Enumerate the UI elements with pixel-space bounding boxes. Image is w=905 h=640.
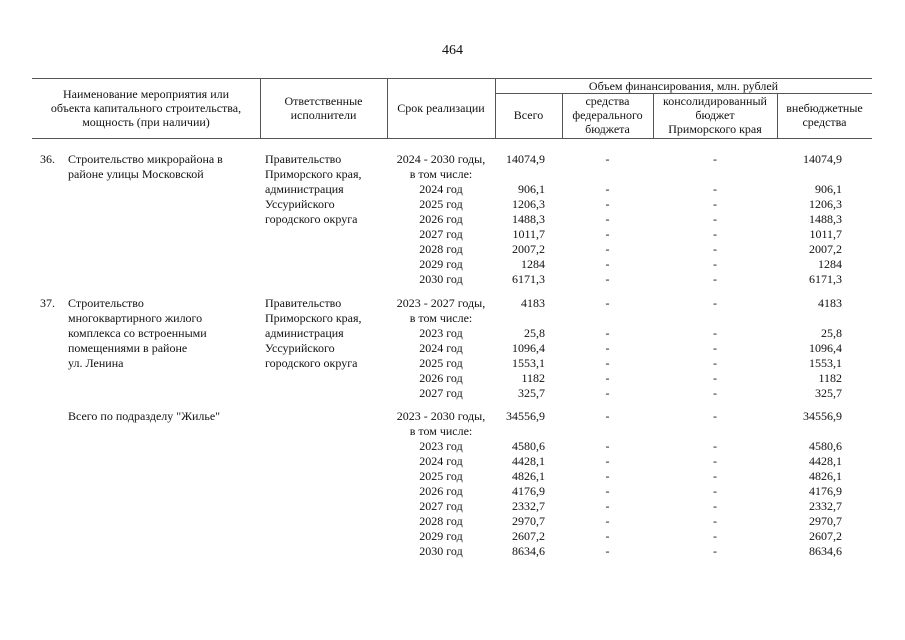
cell-consolidated: - — [713, 296, 717, 310]
row-executors-line: администрация — [265, 326, 344, 340]
header-executors: Ответственные исполнители — [284, 94, 363, 122]
cell-consolidated: - — [713, 182, 717, 196]
cell-federal: - — [605, 212, 610, 226]
row-name-line: комплекса со встроенными — [68, 326, 207, 340]
page-number: 464 — [442, 43, 463, 58]
row-year: 2026 год — [419, 212, 463, 226]
cell-consolidated: - — [713, 197, 717, 211]
cell-federal: - — [605, 544, 610, 558]
cell-total: 4428,1 — [512, 454, 545, 468]
header-extrabudget: внебюджетные средства — [786, 101, 863, 129]
row-executors-line: Приморского края, — [265, 167, 362, 181]
cell-extrabudget: 4428,1 — [809, 454, 842, 468]
cell-extrabudget: 1553,1 — [809, 356, 842, 370]
cell-total: 325,7 — [518, 386, 545, 400]
cell-federal: - — [605, 409, 610, 423]
cell-federal: - — [605, 529, 610, 543]
row-executors-line: Уссурийского — [265, 197, 335, 211]
row-year: 2026 год — [419, 371, 463, 385]
row-name-line: Строительство микрорайона в — [68, 152, 223, 166]
cell-consolidated: - — [713, 439, 717, 453]
header-bottom-border — [32, 138, 872, 139]
row-executors-line: администрация — [265, 182, 344, 196]
row-name-line: помещениями в районе — [68, 341, 188, 355]
cell-federal: - — [605, 227, 610, 241]
cell-consolidated: - — [713, 484, 717, 498]
cell-consolidated: - — [713, 386, 717, 400]
cell-extrabudget: 25,8 — [821, 326, 842, 340]
row-name: Всего по подразделу "Жилье" — [68, 409, 221, 423]
row-period: 2023 - 2030 годы, — [396, 409, 486, 423]
row-year: 2024 год — [419, 182, 463, 196]
row-year: 2028 год — [419, 514, 463, 528]
cell-federal: - — [605, 386, 610, 400]
row-year: 2025 год — [419, 469, 463, 483]
cell-consolidated: - — [713, 341, 717, 355]
cell-consolidated: - — [713, 371, 717, 385]
cell-extrabudget: 4826,1 — [809, 469, 842, 483]
row-year: 2026 год — [419, 484, 463, 498]
cell-federal: - — [605, 514, 610, 528]
cell-total: 6171,3 — [512, 272, 545, 286]
cell-extrabudget: 2970,7 — [809, 514, 842, 528]
cell-consolidated: - — [713, 152, 717, 166]
row-year: 2023 год — [419, 439, 463, 453]
cell-consolidated: - — [713, 212, 717, 226]
row-year: 2028 год — [419, 242, 463, 256]
row-executors-line: Правительство — [265, 152, 342, 166]
cell-consolidated: - — [713, 326, 717, 340]
row-year: 2025 год — [419, 356, 463, 370]
row-period-note: в том числе: — [409, 424, 473, 438]
cell-total: 14074,9 — [506, 152, 545, 166]
cell-federal: - — [605, 152, 610, 166]
cell-extrabudget: 4176,9 — [809, 484, 842, 498]
row-year: 2029 год — [419, 529, 463, 543]
cell-consolidated: - — [713, 529, 717, 543]
cell-federal: - — [605, 371, 610, 385]
header-funding: Объем финансирования, млн. рублей — [588, 79, 779, 93]
row-year: 2027 год — [419, 386, 463, 400]
cell-consolidated: - — [713, 257, 717, 271]
cell-consolidated: - — [713, 227, 717, 241]
header-period: Срок реализации — [397, 101, 485, 115]
cell-extrabudget: 1011,7 — [809, 227, 842, 241]
row-number: 36. — [40, 152, 55, 166]
cell-extrabudget: 1488,3 — [809, 212, 842, 226]
row-executors-line: Уссурийского — [265, 341, 335, 355]
cell-total: 4183 — [521, 296, 545, 310]
row-number: 37. — [40, 296, 55, 310]
cell-total: 8634,6 — [512, 544, 545, 558]
cell-extrabudget: 34556,9 — [803, 409, 842, 423]
cell-federal: - — [605, 242, 610, 256]
cell-federal: - — [605, 484, 610, 498]
cell-consolidated: - — [713, 356, 717, 370]
cell-extrabudget: 6171,3 — [809, 272, 842, 286]
cell-extrabudget: 906,1 — [815, 182, 842, 196]
row-period-note: в том числе: — [409, 311, 473, 325]
cell-total: 34556,9 — [506, 409, 545, 423]
cell-federal: - — [605, 326, 610, 340]
header-total: Всего — [513, 108, 544, 122]
cell-extrabudget: 1206,3 — [809, 197, 842, 211]
row-period-note: в том числе: — [409, 167, 473, 181]
header-federal: средства федерального бюджета — [572, 94, 643, 136]
cell-consolidated: - — [713, 469, 717, 483]
cell-total: 1096,4 — [512, 341, 545, 355]
cell-extrabudget: 1284 — [818, 257, 842, 271]
row-executors-line: Правительство — [265, 296, 342, 310]
cell-total: 2970,7 — [512, 514, 545, 528]
cell-federal: - — [605, 439, 610, 453]
cell-total: 4176,9 — [512, 484, 545, 498]
cell-consolidated: - — [713, 242, 717, 256]
cell-federal: - — [605, 197, 610, 211]
cell-extrabudget: 14074,9 — [803, 152, 842, 166]
row-year: 2027 год — [419, 227, 463, 241]
cell-extrabudget: 2007,2 — [809, 242, 842, 256]
row-year: 2024 год — [419, 341, 463, 355]
row-year: 2029 год — [419, 257, 463, 271]
cell-federal: - — [605, 182, 610, 196]
cell-federal: - — [605, 272, 610, 286]
cell-total: 906,1 — [518, 182, 545, 196]
cell-federal: - — [605, 341, 610, 355]
cell-consolidated: - — [713, 272, 717, 286]
row-year: 2023 год — [419, 326, 463, 340]
cell-total: 4580,6 — [512, 439, 545, 453]
cell-federal: - — [605, 454, 610, 468]
cell-extrabudget: 1182 — [818, 371, 842, 385]
cell-consolidated: - — [713, 499, 717, 513]
row-executors-line: Приморского края, — [265, 311, 362, 325]
cell-federal: - — [605, 257, 610, 271]
row-year: 2030 год — [419, 544, 463, 558]
cell-extrabudget: 4183 — [818, 296, 842, 310]
row-name-line: районе улицы Московской — [68, 167, 204, 181]
cell-federal: - — [605, 469, 610, 483]
row-name-line: ул. Ленина — [68, 356, 124, 370]
cell-total: 1488,3 — [512, 212, 545, 226]
header-name: Наименование мероприятия или объекта капитального строительства, мощность (при наличии) — [50, 87, 242, 129]
cell-extrabudget: 2332,7 — [809, 499, 842, 513]
cell-federal: - — [605, 356, 610, 370]
cell-consolidated: - — [713, 454, 717, 468]
cell-total: 1182 — [521, 371, 545, 385]
row-period: 2024 - 2030 годы, — [396, 152, 486, 166]
cell-extrabudget: 8634,6 — [809, 544, 842, 558]
row-year: 2024 год — [419, 454, 463, 468]
cell-total: 1011,7 — [512, 227, 545, 241]
cell-consolidated: - — [713, 409, 717, 423]
cell-total: 2607,2 — [512, 529, 545, 543]
cell-federal: - — [605, 499, 610, 513]
cell-extrabudget: 325,7 — [815, 386, 842, 400]
cell-total: 25,8 — [524, 326, 545, 340]
row-name-line: многоквартирного жилого — [68, 311, 203, 325]
cell-consolidated: - — [713, 544, 717, 558]
row-year: 2030 год — [419, 272, 463, 286]
cell-extrabudget: 1096,4 — [809, 341, 842, 355]
row-year: 2027 год — [419, 499, 463, 513]
row-name-line: Строительство — [68, 296, 144, 310]
row-period: 2023 - 2027 годы, — [396, 296, 486, 310]
cell-extrabudget: 4580,6 — [809, 439, 842, 453]
cell-total: 2007,2 — [512, 242, 545, 256]
cell-federal: - — [605, 296, 610, 310]
cell-total: 1206,3 — [512, 197, 545, 211]
cell-consolidated: - — [713, 514, 717, 528]
cell-total: 1553,1 — [512, 356, 545, 370]
row-executors-line: городского округа — [265, 212, 358, 226]
header-consolidated: консолидированный бюджет Приморского края — [663, 94, 767, 136]
cell-extrabudget: 2607,2 — [809, 529, 842, 543]
cell-total: 4826,1 — [512, 469, 545, 483]
row-executors-line: городского округа — [265, 356, 358, 370]
cell-total: 1284 — [521, 257, 545, 271]
cell-total: 2332,7 — [512, 499, 545, 513]
row-year: 2025 год — [419, 197, 463, 211]
